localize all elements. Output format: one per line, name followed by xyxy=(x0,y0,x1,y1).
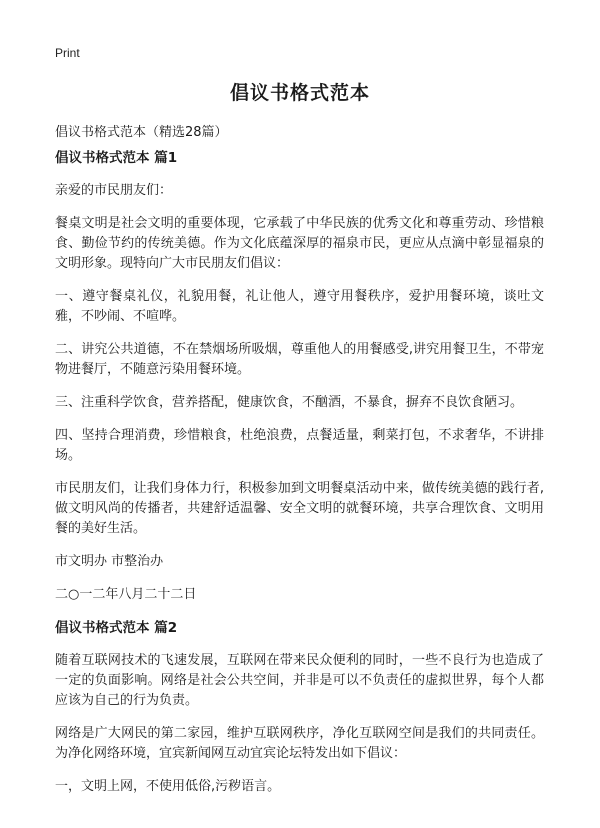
paragraph: 随着互联网技术的飞速发展，互联网在带来民众便利的同时，一些不良行为也造成了一定的负面影响。网络是社会公共空间，并非是可以不负责任的虚拟世界，每个人都应该为自己的行为负责。 xyxy=(55,653,544,708)
section-heading: 倡议书格式范本 篇2 xyxy=(55,620,178,636)
section-heading: 倡议书格式范本 篇1 xyxy=(55,150,178,166)
paragraph: 四、坚持合理消费，珍惜粮食，杜绝浪费，点餐适量，剩菜打包，不求奢华，不讲排场。 xyxy=(55,428,544,463)
paragraph: 市民朋友们，让我们身体力行，积极参加到文明餐桌活动中来，做传统美德的践行者,做文明风尚的传播者，共建舒适温馨、安全文明的就餐环境，共享合理饮食、文明用餐的美好生活。 xyxy=(55,481,544,536)
document-subtitle: 倡议书格式范本（精选28篇） xyxy=(55,125,228,140)
date-line: 二○一二年八月二十二日 xyxy=(55,587,197,602)
paragraph: 二、讲究公共道德，不在禁烟场所吸烟，尊重他人的用餐感受,讲究用餐卫生，不带宠物进餐厅，不随意污染用餐环境。 xyxy=(55,342,544,377)
paragraph: 一、遵守餐桌礼仪，礼貌用餐，礼让他人，遵守用餐秩序，爱护用餐环境，谈吐文雅，不吵闹、不喧哗。 xyxy=(55,289,544,324)
page-title: 倡议书格式范本 xyxy=(229,82,370,104)
document-body xyxy=(55,148,544,810)
paragraph: 餐桌文明是社会文明的重要体现，它承载了中华民族的优秀文化和尊重劳动、珍惜粮食、勤俭节约的传统美德。作为文化底蕴深厚的福泉市民，更应从点滴中彰显福泉的文明形象。现特向广大市民朋友们倡议： xyxy=(55,216,544,271)
salutation: 亲爱的市民朋友们： xyxy=(55,183,173,198)
paragraph: 一，文明上网，不使用低俗,污秽语言。 xyxy=(55,779,281,794)
paragraph: 网络是广大网民的第二家园，维护互联网秩序，净化互联网空间是我们的共同责任。为净化网络环境，宜宾新闻网互动宜宾论坛特发出如下倡议： xyxy=(55,726,544,761)
paragraph: 三、注重科学饮食，营养搭配，健康饮食，不酗酒，不暴食，摒弃不良饮食陋习。 xyxy=(55,395,524,410)
signature: 市文明办 市整治办 xyxy=(55,554,164,569)
print-link[interactable]: Print xyxy=(55,46,80,60)
